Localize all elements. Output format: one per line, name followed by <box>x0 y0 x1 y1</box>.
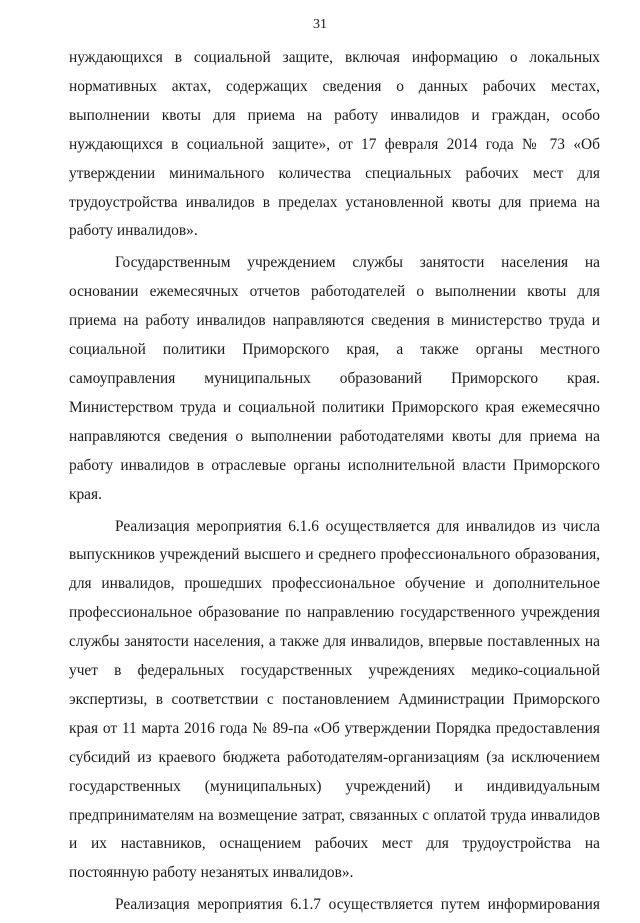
paragraph-quota-reports: Государственным учреждением службы занятости населения на основании ежемесячных отчетов работодателей о выполнении квоты для приема на работу инвалидов направляются сведения в министерство труда и социальной политики Приморского края, а также органы местного самоуправления муниципальных образований Приморского края. Министерством труда и социальной политики Приморского края ежемесячно направляются сведения о выполнении работодателями квоты для приема на работу инвалидов в отраслевые органы исполнительной власти Приморского края. <box>69 254 600 503</box>
paragraph-continuation: нуждающихся в социальной защите, включая информацию о локальных нормативных актах, содержащих сведения о данных рабочих местах, выполнении квоты для приема на работу инвалидов и граждан, особо нуждающихся в социальной защите», от 17 февраля 2014 года № 73 «Об утверждении минимального количества специальных рабочих мест для трудоустройства инвалидов в пределах установленной квоты для приема на работу инвалидов». <box>69 49 600 240</box>
paragraph-measure-6-1-6: Реализация мероприятия 6.1.6 осуществляется для инвалидов из числа выпускников учреждений высшего и среднего профессионального образования, для инвалидов, прошедших профессиональное обучение и дополнительное профессиональное образование по направлению государственного учреждения службы занятости населения, а также для инвалидов, впервые поставленных на учет в федеральных государственных учреждениях медико-социальной экспертизы, в соответствии с постановлением Администрации Приморского края от 11 марта 2016 года № 89-па «Об утверждении Порядка предоставления субсидий из краевого бюджета работодателям-организациям (за исключением государственных (муниципальных) учреждений) и индивидуальным предпринимателям на возмещение затрат, связанных с оплатой труда инвалидов и их наставников, оснащением рабочих мест для трудоустройства на постоянную работу незанятых инвалидов». <box>69 517 600 882</box>
document-body <box>69 44 600 923</box>
page-number: 31 <box>313 17 327 32</box>
paragraph-measure-6-1-7: Реализация мероприятия 6.1.7 осуществляется путем информирования <box>115 896 600 914</box>
